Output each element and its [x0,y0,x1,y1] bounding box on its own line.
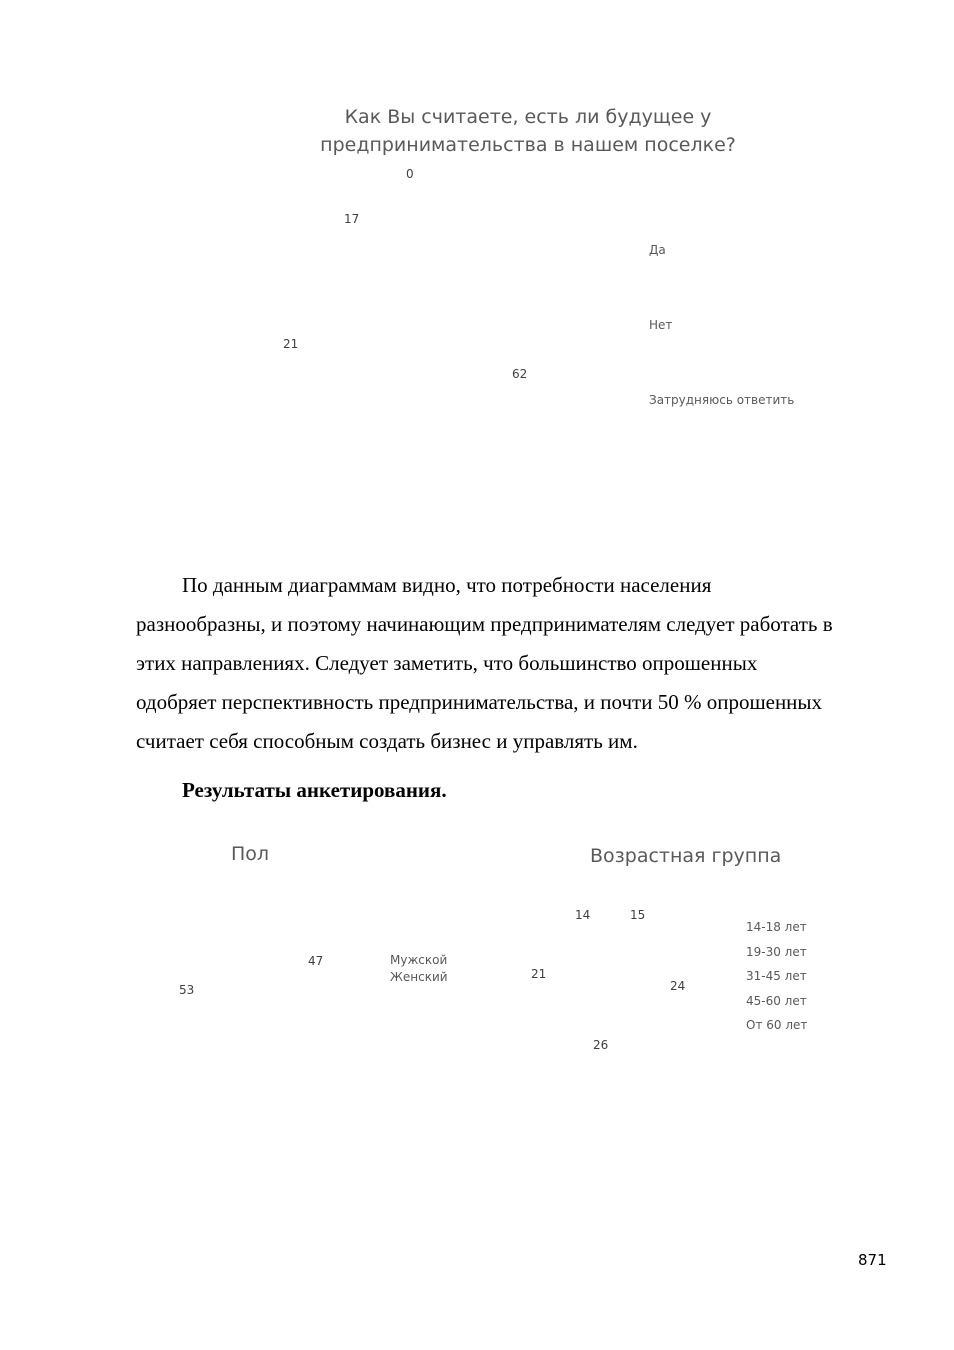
paragraph-line: одобряет перспективность предпринимательства, и почти 50 % опрошенных [136,690,823,714]
legend-item-net: Нет [649,318,673,332]
legend-item-da: Да [649,243,666,257]
age-chart-title: Возрастная группа [590,845,782,867]
data-label-17: 17 [344,212,360,226]
paragraph-line: считает себя способным создать бизнес и управлять им. [136,729,638,753]
future-chart-title-line-1: Как Вы считаете, есть ли будущее у [344,106,712,128]
paragraph-line: этих направлениях. Следует заметить, что большинство опрошенных [136,651,758,675]
data-label-15: 15 [630,908,646,922]
data-label-21: 21 [283,337,299,351]
paragraph-line: По данным диаграммам видно, что потребности населения [182,573,712,597]
gender-chart-title: Пол [231,843,270,865]
page-number: 871 [858,1251,887,1269]
data-label-0: 0 [406,167,414,181]
legend-item-31-45: 31-45 лет [746,969,807,983]
legend-item-14-18: 14-18 лет [746,920,807,934]
future-chart-title [300,103,756,159]
paragraph-line: разнообразны, и поэтому начинающим предпринимателям следует работать в [136,612,833,636]
data-label-26: 26 [593,1038,609,1052]
data-label-14: 14 [575,908,591,922]
legend-item-over-60: От 60 лет [746,1018,808,1032]
data-label-21: 21 [531,967,547,981]
data-label-24: 24 [670,979,686,993]
legend-item-male: Мужской [390,953,448,967]
legend-item-45-60: 45-60 лет [746,994,807,1008]
legend-item-19-30: 19-30 лет [746,945,807,959]
legend-item-female: Женский [390,970,448,984]
body-paragraph [136,566,896,761]
section-heading: Результаты анкетирования. [182,778,447,802]
data-label-47: 47 [308,954,324,968]
data-label-53: 53 [179,983,195,997]
data-label-62: 62 [512,367,528,381]
legend-item-undecided: Затрудняюсь ответить [649,393,795,407]
future-chart-title-line-2: предпринимательства в нашем поселке? [320,134,736,156]
